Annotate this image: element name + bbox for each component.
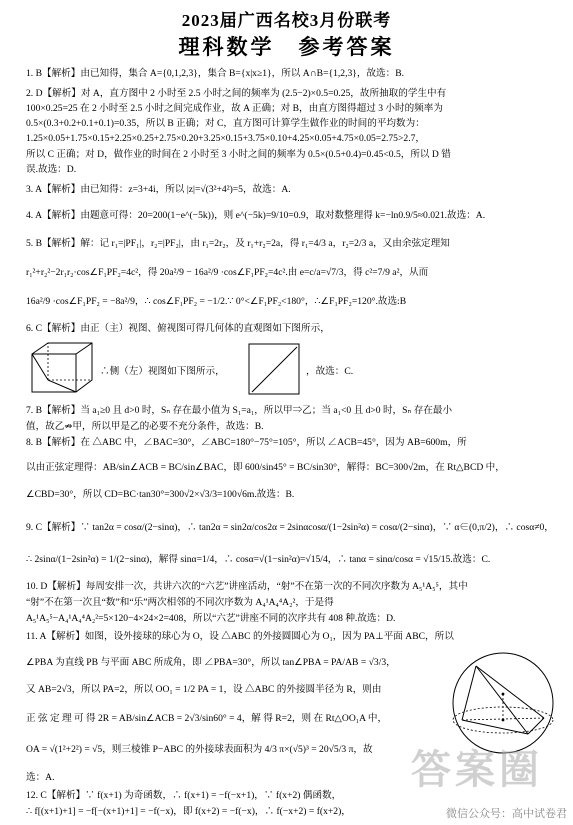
answer-line: 1. B【解析】由已知得，集合 A={0,1,2,3}，集合 B={x|x≥1}，所以 A∩B={1,2,3}，故选：B.: [26, 68, 405, 79]
answer-line: 16a²/9 ·cos∠F₁PF₂ = −8a²/9，∴ cos∠F₁PF₂ = −1/2.∵ 0°<∠F₁PF₂<180°，∴∠F₁PF₂=120°.故选:B: [26, 296, 407, 307]
answer-line: 以由正弦定理得：AB/sin∠ACB = BC/sin∠BAC，即 600/sin45° = BC/sin30°，解得：BC=300√2m，在 Rt△BCD 中，: [26, 462, 505, 473]
answer-line: 12. C【解析】∵ f(x+1) 为奇函数，∴ f(x+1) = −f(−x+1)，∵ f(x+2) 偶函数，: [26, 790, 342, 801]
answer-line: 11. A【解析】如图，设外接球的球心为 O，设 △ABC 的外接圆圆心为 O₁，因为 PA⊥平面 ABC，所以: [26, 631, 454, 642]
answer-line: 10. D【解析】每周安排一次，共讲六次的“六艺”讲座活动，“射”不在第一次的不同次序数为 A₅¹A₅⁵，其中: [26, 581, 468, 592]
answer-line: ，故选：C.: [306, 366, 354, 377]
answer-line: 6. C【解析】由正（主）视图、俯视图可得几何体的直观图如下图所示，: [26, 323, 330, 334]
answer-line: 正 弦 定 理 可 得 2R = AB/sin∠ACB = 2√3/sin60° = 4，解 得 R=2，则 在 Rt△OO₁A 中，: [26, 713, 388, 724]
answer-line: ∠CBD=30°，所以 CD=BC·tan30°=300√2×√3/3=100√6m.故选：B.: [26, 489, 295, 500]
answer-line: 2. D【解析】对 A，直方图中 2 小时至 2.5 小时之间的频率为 (2.5−2)×0.5=0.25，故所抽取的学生中有: [26, 88, 447, 99]
answer-line: ∴ 2sinα/(1−2sin²α) = 1/(2−sinα)，解得 sinα=1/4，∴ cosα=√(1−sin²α)=√15/4，∴ tanα = sinα/cosα = √15/15.故选：C.: [26, 554, 491, 565]
answer-line: ∠PBA 为直线 PB 与平面 ABC 所成角，即 ∠PBA=30°，所以 tan∠PBA = PA/AB = √3/3，: [26, 657, 396, 668]
answer-line: OA = √(1²+2²) = √5，则三棱锥 P−ABC 的外接球表面积为 4/3 π×(√5)³ = 20√5/3 π，故: [26, 744, 373, 755]
answer-line: “射”不在第一次且“数”和“乐”两次相邻的不同次序数为 A₄¹A₄⁴A₂²，于是得: [26, 597, 334, 608]
answer-line: 选：A.: [26, 772, 55, 783]
answer-line: A₅¹A₅⁵−A₄¹A₄⁴A₂²=5×120−4×24×2=408，所以“六艺”讲座不同的次序共有 408 种.故选：D.: [26, 613, 396, 624]
answer-line: 1.25×0.05+1.75×0.15+2.25×0.25+2.75×0.20+3.25×0.15+3.75×0.10+4.25×0.05+4.75×0.05=2.75>2.7，: [26, 133, 425, 144]
answer-line: 0.5×(0.3+0.2+0.1+0.1)=0.35，所以 B 正确；对 C，直方图可计算学生做作业的时间的平均数为：: [26, 118, 425, 129]
answer-line: 4. A【解析】由题意可得：20=200(1−e^(−5k))，则 e^(−5k)=9/10=0.9，取对数整理得 k=−ln0.9/5≈0.021.故选：A.: [26, 210, 486, 221]
answer-line: 值，故乙⇏甲，所以甲是乙的必要不充分条件，故选：B.: [26, 421, 264, 432]
side-view-figure: [248, 343, 300, 395]
solid-figure: [28, 340, 96, 398]
document-title: 2023届广西名校3月份联考: [181, 11, 392, 30]
watermark-text: 微信公众号：高中试卷君: [446, 808, 567, 820]
answer-line: 100×0.25=25 在 2 小时至 2.5 小时之间完成作业，故 A 正确；对 B，由直方图得超过 3 小时的频率为: [26, 103, 443, 114]
answer-line: ∴ f[(x+1)+1] = −f[−(x+1)+1] = −f(−x)，即 f(x+2) = −f(−x)，∴ f(−x+2) = f(x+2)，: [26, 806, 351, 817]
answer-line: r₁²+r₂²−2r₁r₂·cos∠F₁PF₂=4c²，得 20a²/9 − 16a²/9 ·cos∠F₁PF₂=4c².由 e=c/a=√7/3，得 c²=7/9 a²，从而: [26, 267, 429, 278]
answer-line: 8. B【解析】在 △ABC 中，∠BAC=30°，∠ABC=180°−75°=105°，所以 ∠ACB=45°，因为 AB=600m，所: [26, 437, 467, 448]
answer-line: 7. B【解析】当 a₁≥0 且 d>0 时，Sₙ 存在最小值为 S₁=a₁，所以甲⇒乙；当 a₁<0 且 d>0 时，Sₙ 存在最小: [26, 405, 453, 416]
answer-line: 5. B【解析】解：记 r₁=|PF₁|，r₂=|PF₂|，由 r₁=2r₂，及 r₁+r₂=2a，得 r₁=4/3 a，r₂=2/3 a，又由余弦定理知: [26, 238, 450, 249]
watermark-logo: 答案圈: [411, 748, 543, 792]
answer-line: 9. C【解析】∵ tan2α = cosα/(2−sinα)，∴ tan2α = sin2α/cos2α = 2sinαcosα/(1−2sin²α) = cosα/(2−sinα)，∵ α∈(0,π/2)，∴ cosα≠0，: [26, 522, 554, 533]
answer-line: 又 AB=2√3，所以 PA=2，所以 OO₁ = 1/2 PA = 1，设 △ABC 的外接圆半径为 R，则由: [26, 684, 382, 695]
document-subtitle: 理科数学 参考答案: [178, 35, 395, 59]
answer-line: 误.故选：D.: [26, 164, 77, 175]
answer-line: 3. A【解析】由已知得：z=3+4i，所以 |z|=√(3²+4²)=5，故选：A.: [26, 184, 291, 195]
answer-line: ∴侧（左）视图如下图所示，: [100, 366, 225, 377]
answer-line: 所以 C 正确；对 D，做作业的时间在 2 小时至 3 小时之间的频率为 0.5×(0.5+0.4)=0.45<0.5，所以 D 错: [26, 149, 451, 160]
